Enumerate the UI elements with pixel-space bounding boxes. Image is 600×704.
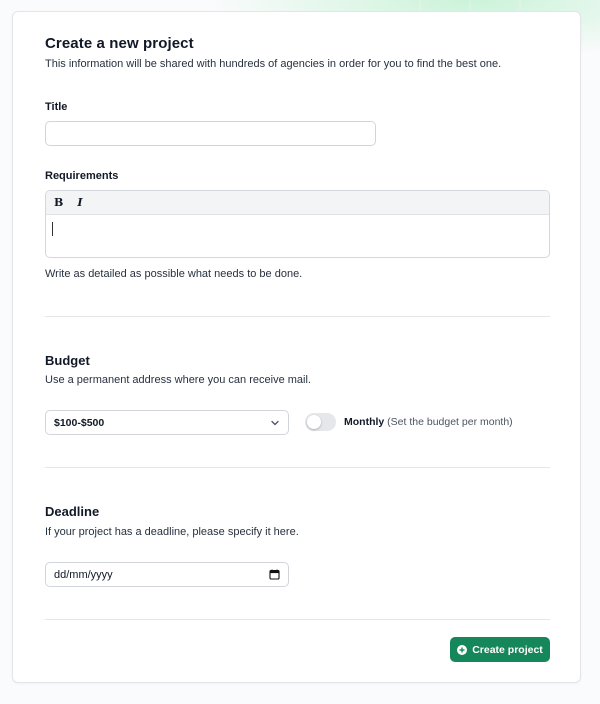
requirements-textarea[interactable] — [46, 215, 550, 258]
monthly-label: Monthly — [344, 416, 385, 428]
plus-circle-icon — [457, 645, 467, 655]
monthly-toggle[interactable] — [305, 413, 336, 431]
chevron-down-icon — [270, 418, 280, 428]
budget-select-value: $100-$500 — [54, 416, 105, 429]
create-project-card — [12, 11, 581, 683]
section-divider — [45, 316, 550, 317]
section-divider — [45, 467, 550, 468]
monthly-toggle-text — [344, 416, 513, 428]
requirements-editor — [45, 190, 550, 258]
budget-select[interactable] — [45, 410, 289, 435]
requirements-label: Requirements — [45, 170, 119, 182]
page-title: Create a new project — [45, 35, 194, 52]
requirements-help: Write as detailed as possible what needs to be done. — [45, 268, 303, 280]
title-input[interactable] — [45, 121, 376, 146]
budget-description: Use a permanent address where you can receive mail. — [45, 374, 311, 386]
calendar-icon[interactable] — [269, 569, 280, 580]
editor-toolbar — [46, 191, 549, 215]
deadline-heading: Deadline — [45, 504, 100, 519]
toggle-knob — [307, 415, 321, 429]
budget-heading: Budget — [45, 353, 90, 368]
date-placeholder: dd/mm/yyyy — [54, 568, 113, 581]
deadline-description: If your project has a deadline, please specify it here. — [45, 526, 299, 538]
italic-button[interactable]: I — [77, 196, 83, 209]
monthly-hint: (Set the budget per month) — [387, 416, 513, 428]
section-divider — [45, 619, 550, 620]
bold-button[interactable]: B — [54, 196, 64, 209]
create-project-label: Create project — [472, 643, 543, 656]
title-label: Title — [45, 101, 68, 113]
create-project-button[interactable] — [450, 637, 550, 662]
page-subtitle: This information will be shared with hundreds of agencies in order for you to find the best one. — [45, 58, 502, 70]
deadline-date-input[interactable] — [45, 562, 289, 587]
text-cursor — [52, 222, 53, 236]
